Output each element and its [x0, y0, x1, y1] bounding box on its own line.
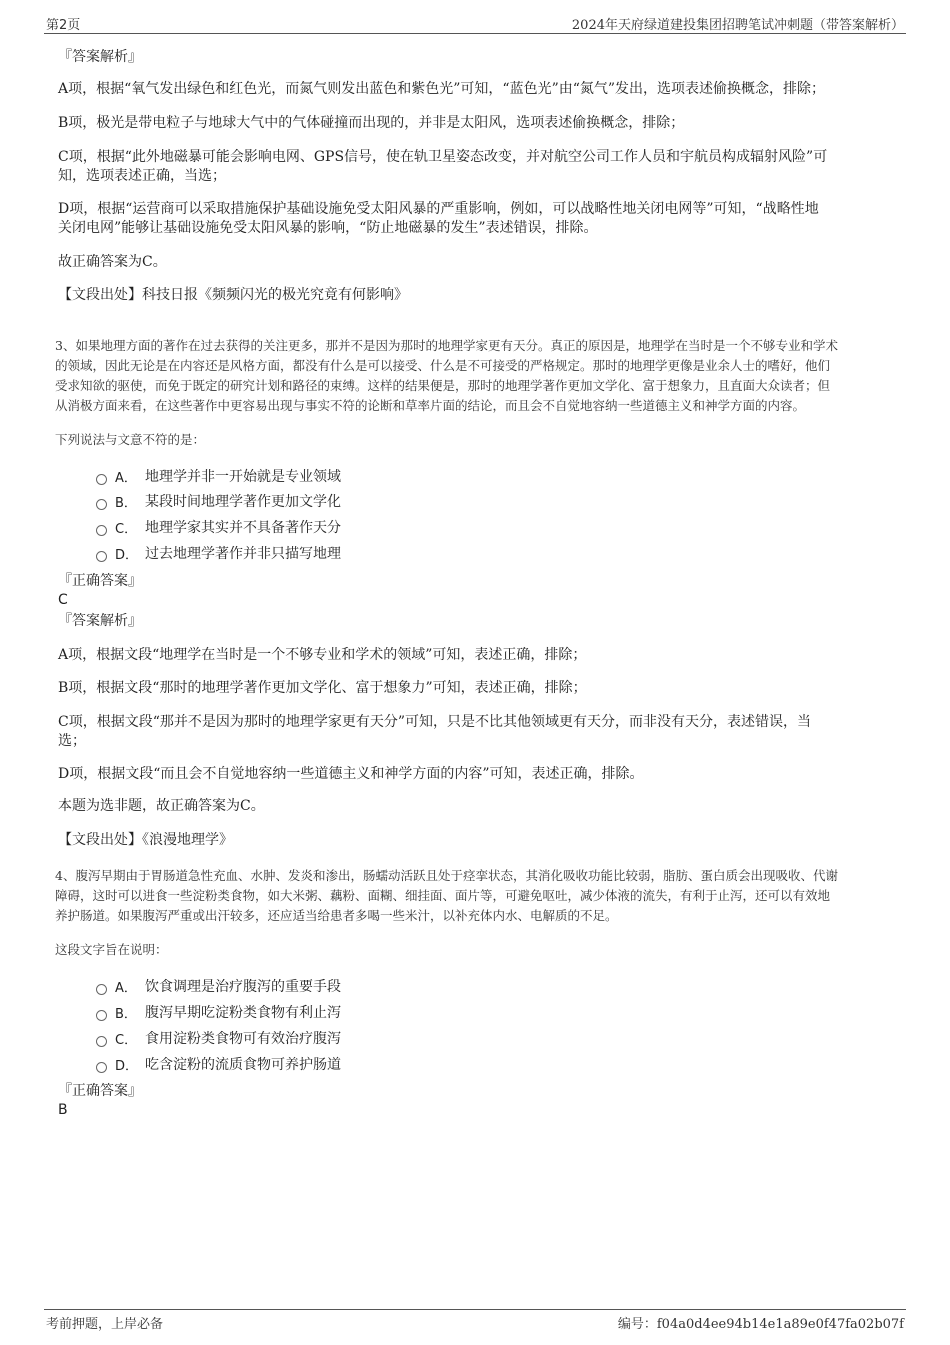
option-key: B．: [115, 495, 137, 511]
option-text: 某段时间地理学著作更加文学化: [145, 494, 341, 510]
radio-icon[interactable]: [96, 1062, 107, 1073]
q2-analysis-d-line1: D项，根据“运营商可以采取措施保护基础设施免受太阳风暴的严重影响，例如，可以战略性地关闭电网等”可知，“战略性地: [58, 201, 819, 217]
footer-doc-id: 编号：f04a0d4ee94b14e1a89e0f47fa02b07f: [617, 1317, 904, 1332]
q3-passage-line4: 从消极方面来看，在这些著作中更容易出现与事实不符的论断和草率片面的结论，而且会不自觉地容纳一些道德主义和神学方面的内容。: [55, 398, 806, 413]
q3-option-a[interactable]: [96, 466, 341, 486]
option-key: C．: [115, 521, 138, 537]
q2-analysis-heading: 『答案解析』: [58, 49, 142, 65]
radio-icon[interactable]: [96, 525, 107, 536]
q2-analysis-c-line2: 知，选项表述正确，当选；: [58, 168, 226, 184]
q3-passage-line2: 的领域，因此无论是在内容还是风格方面，都没有什么是可以接受、什么是不可接受的严格规定。那时的地理学更像是业余人士的嗜好，他们: [55, 358, 831, 373]
q3-analysis-a: A项，根据文段“地理学在当时是一个不够专业和学术的领域”可知，表述正确，排除；: [58, 647, 587, 663]
q3-answer: C: [58, 592, 68, 608]
q2-analysis-d-line2: 关闭电网”能够让基础设施免受太阳风暴的影响，“防止地磁暴的发生”表述错误，排除。: [58, 220, 598, 236]
q4-passage-line3: 养护肠道。如果腹泻严重或出汗较多，还应适当给患者多喝一些米汁，以补充体内水、电解质的不足。: [55, 908, 618, 923]
q4-answer: B: [58, 1102, 68, 1118]
option-text: 过去地理学著作并非只描写地理: [145, 546, 341, 562]
radio-icon[interactable]: [96, 474, 107, 485]
q3-source: 【文段出处】《浪漫地理学》: [58, 832, 233, 848]
document-title: 2024年天府绿道建投集团招聘笔试冲刺题（带答案解析）: [571, 18, 904, 33]
option-text: 食用淀粉类食物可有效治疗腹泻: [145, 1031, 341, 1047]
q2-source: 【文段出处】科技日报《频频闪光的极光究竟有何影响》: [58, 287, 408, 303]
q3-analysis-d: D项，根据文段“而且会不自觉地容纳一些道德主义和神学方面的内容”可知，表述正确，排除。: [58, 766, 644, 782]
option-key: A．: [115, 980, 137, 996]
q3-conclusion: 本题为选非题，故正确答案为C。: [58, 798, 265, 814]
radio-icon[interactable]: [96, 551, 107, 562]
q2-analysis-c-line1: C项，根据“此外地磁暴可能会影响电网、GPS信号，使在轨卫星姿态改变，并对航空公司工作人员和宇航员构成辐射风险”可: [58, 149, 828, 165]
header-rule: [44, 33, 906, 34]
q4-passage-line2: 障碍，这时可以进食一些淀粉类食物，如大米粥、藕粉、面糊、细挂面、面片等，可避免呕吐，减少体液的流失，有利于止泻，还可以有效地: [55, 888, 831, 903]
q3-passage-line3: 受求知欲的驱使，而免于既定的研究计划和路径的束缚。这样的结果便是，那时的地理学著作更加文学化、富于想象力，且直面大众读者；但: [55, 378, 831, 393]
q4-option-b[interactable]: [96, 1002, 341, 1022]
q4-option-d[interactable]: [96, 1054, 341, 1074]
option-key: D．: [115, 547, 139, 563]
footer-rule: [44, 1309, 906, 1310]
q3-analysis-c-line2: 选；: [58, 733, 86, 749]
q3-analysis-c-line1: C项，根据文段“那并不是因为那时的地理学家更有天分”可知，只是不比其他领域更有天分，而非没有天分，表述错误，当: [58, 714, 812, 730]
option-key: C．: [115, 1032, 138, 1048]
q3-option-c[interactable]: [96, 517, 341, 537]
q3-option-d[interactable]: [96, 543, 341, 563]
q2-analysis-a: A项，根据“氧气发出绿色和红色光，而氮气则发出蓝色和紫色光”可知，“蓝色光”由“氮气”发出，选项表述偷换概念，排除；: [58, 81, 826, 97]
page-number: 第2页: [46, 18, 81, 33]
radio-icon[interactable]: [96, 1010, 107, 1021]
q3-option-b[interactable]: [96, 491, 341, 511]
q4-option-a[interactable]: [96, 976, 341, 996]
q3-passage-line1: 3、如果地理方面的著作在过去获得的关注更多，那并不是因为那时的地理学家更有天分。真正的原因是，地理学在当时是一个不够专业和学术: [55, 338, 838, 353]
q3-analysis-heading: 『答案解析』: [58, 613, 142, 629]
option-key: D．: [115, 1058, 139, 1074]
q4-answer-heading: 『正确答案』: [58, 1083, 142, 1099]
radio-icon[interactable]: [96, 1036, 107, 1047]
option-text: 腹泻早期吃淀粉类食物有利止泻: [145, 1005, 341, 1021]
option-text: 饮食调理是治疗腹泻的重要手段: [145, 979, 341, 995]
option-key: B．: [115, 1006, 137, 1022]
option-text: 地理学并非一开始就是专业领域: [145, 469, 341, 485]
footer-slogan: 考前押题，上岸必备: [46, 1317, 164, 1332]
option-text: 地理学家其实并不具备著作天分: [145, 520, 341, 536]
q3-question: 下列说法与文意不符的是：: [55, 432, 206, 447]
radio-icon[interactable]: [96, 984, 107, 995]
q4-passage-line1: 4、腹泻早期由于胃肠道急性充血、水肿、发炎和渗出，肠蠕动活跃且处于痉挛状态，其消化吸收功能比较弱，脂肪、蛋白质会出现吸收、代谢: [55, 868, 838, 883]
q4-option-c[interactable]: [96, 1028, 341, 1048]
q3-answer-heading: 『正确答案』: [58, 573, 142, 589]
radio-icon[interactable]: [96, 499, 107, 510]
option-key: A．: [115, 470, 137, 486]
q2-conclusion: 故正确答案为C。: [58, 254, 167, 270]
q4-question: 这段文字旨在说明：: [55, 942, 168, 957]
q3-analysis-b: B项，根据文段“那时的地理学著作更加文学化、富于想象力”可知，表述正确，排除；: [58, 680, 587, 696]
q2-analysis-b: B项，极光是带电粒子与地球大气中的气体碰撞而出现的，并非是太阳风，选项表述偷换概念，排除；: [58, 115, 685, 131]
option-text: 吃含淀粉的流质食物可养护肠道: [145, 1057, 341, 1073]
